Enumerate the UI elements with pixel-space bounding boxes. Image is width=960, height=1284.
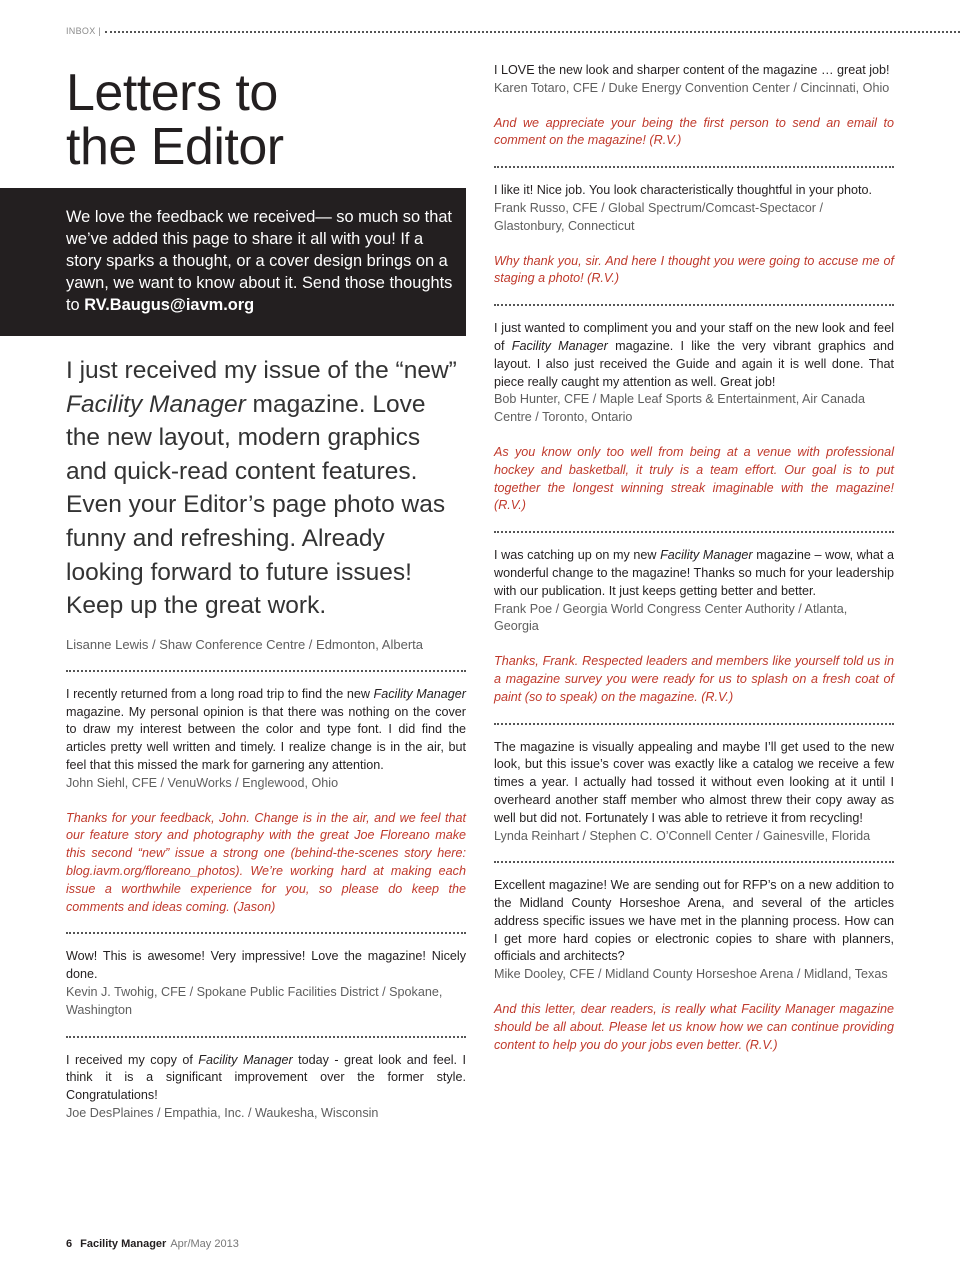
letter-item — [66, 686, 466, 917]
letter-body-b: magazine. I like the very vibrant graphics and layout. I also just received the Guide and again it is well done. That piece really caught my attention as well. Great job! — [494, 338, 894, 389]
section-header — [66, 24, 960, 38]
letter-body-a: I received my copy of — [66, 1052, 199, 1067]
letter-signature: Frank Poe / Georgia World Congress Center Authority / Atlanta, Georgia — [494, 601, 848, 634]
footer-issue-date: Apr/May 2013 — [170, 1238, 239, 1250]
letter-body-b: today - great look and feel. I think it is a significant improvement over the former style. Congratulations! — [66, 1052, 466, 1103]
letter-item — [66, 948, 466, 1019]
section-label: INBOX | — [66, 26, 101, 36]
right-column — [494, 62, 894, 1054]
letter-body-a: I recently returned from a long road trip to find the new — [66, 686, 374, 701]
featured-signature-block — [66, 636, 466, 654]
intro-text — [66, 206, 456, 316]
letter-item — [494, 547, 894, 706]
featured-quote-a: I just received my issue of the “new” — [66, 357, 457, 384]
letter-item — [494, 877, 894, 1054]
page-title-line-1: Letters to — [66, 64, 278, 122]
letter-signature: Karen Totaro, CFE / Duke Energy Convention Center / Cincinnati, Ohio — [494, 80, 890, 95]
page-title — [66, 66, 446, 174]
letter-signature: Bob Hunter, CFE / Maple Leaf Sports & Entertainment, Air Canada Centre / Toronto, Ontario — [494, 392, 866, 425]
featured-quote-mag: Facility Manager — [66, 390, 246, 418]
letter-body-a: I was catching up on my new — [494, 548, 661, 563]
dotted-divider — [494, 723, 894, 725]
editor-reply: And we appreciate your being the first person to send an email to comment on the magazine! (R.V.) — [494, 115, 894, 148]
dotted-divider — [494, 531, 894, 533]
dotted-divider — [494, 861, 894, 863]
letter-body: I LOVE the new look and sharper content of the magazine … great job! — [494, 63, 890, 77]
letter-body: Wow! This is awesome! Very impressive! Love the magazine! Nicely done. — [66, 949, 466, 982]
page-number: 6 — [66, 1238, 73, 1250]
editor-reply: Thanks, Frank. Respected leaders and members like yourself told us in a magazine survey you were ready for us to splash on a fresh coat of paint (so to speak) on the magazine. (R.V.) — [494, 654, 894, 704]
letter-body — [66, 686, 466, 775]
dotted-divider — [494, 166, 894, 168]
letter-signature: John Siehl, CFE / VenuWorks / Englewood, Ohio — [66, 775, 339, 790]
letter-body — [66, 1052, 466, 1105]
letter-signature: Mike Dooley, CFE / Midland County Horseshoe Arena / Midland, Texas — [494, 967, 888, 982]
footer-magazine-name: Facility Manager — [80, 1238, 167, 1250]
dotted-divider — [66, 932, 466, 934]
letter-item — [66, 1052, 466, 1123]
dotted-divider — [66, 670, 466, 672]
intro-box — [0, 188, 466, 336]
letter-item — [494, 62, 894, 150]
letter-signature: Kevin J. Twohig, CFE / Spokane Public Facilities District / Spokane, Washington — [66, 984, 443, 1017]
letter-body — [494, 547, 894, 600]
letter-signature: Frank Russo, CFE / Global Spectrum/Comcast-Spectacor / Glastonbury, Connecticut — [494, 200, 823, 233]
editor-reply: As you know only too well from being at a venue with professional hockey and basketball, it truly is a team effort. Our goal is to put together the longest winning streak imaginable with the magazine! (R.V.) — [494, 444, 894, 513]
letter-item — [494, 320, 894, 515]
intro-body: We love the feedback we received— so much so that we’ve added this page to share it all with you! If a story sparks a thought, or a cover design brings on a yawn, we want to know about it. Send those thoughts to — [66, 208, 453, 314]
header-dotted-rule — [105, 31, 960, 33]
letter-body-mag: Facility Manager — [198, 1052, 293, 1067]
letter-body-b: magazine. My personal opinion is that there was nothing on the cover to draw my interest between the color and type font. I did find the articles pretty well written and timely. I realize change is in the air, but feel that this missed the mark for garnering any attention. — [66, 704, 466, 772]
dotted-divider — [66, 1036, 466, 1038]
letter-item — [494, 182, 894, 288]
editor-reply: Thanks for your feedback, John. Change is in the air, and we feel that our feature story and photography with the great Joe Floreano make this second “new” issue a strong one (behind-the-scenes story here: blog.iavm.org/floreano_photos). We’re working hard at making each issue a worthwhile experience for you, so please do keep the comments and ideas coming. (Jason) — [66, 810, 466, 914]
letter-body: I like it! Nice job. You look characteristically thoughtful in your photo. — [494, 183, 873, 198]
letter-body-mag: Facility Manager — [511, 338, 608, 353]
featured-signature: Lisanne Lewis / Shaw Conference Centre / Edmonton, Alberta — [66, 637, 423, 652]
letter-body-mag: Facility Manager — [373, 686, 466, 701]
letter-body: The magazine is visually appealing and maybe I’ll get used to the new look, but this issue’s cover was exactly like a catalog we receive a few times a year. I actually had tossed it without even looking at it until I overheard another staff member who almost threw their copy away as well but did not. Fortunately I was able to retrieve it from recycling! — [494, 739, 894, 825]
featured-letter — [66, 354, 466, 623]
letter-body — [494, 320, 894, 391]
dotted-divider — [494, 304, 894, 306]
letter-item — [494, 739, 894, 846]
editor-reply: And this letter, dear readers, is really what Facility Manager magazine should be all about. Please let us know how we can continue providing content to help you do your jobs even better. (R.V.) — [494, 1002, 894, 1052]
featured-quote-b: magazine. Love the new layout, modern graphics and quick-read content features. Even your Editor’s page photo was funny and refreshing. Already looking forward to future issues! Keep up the great work. — [66, 390, 446, 620]
editor-reply: Why thank you, sir. And here I thought you were going to accuse me of staging a photo! (R.V.) — [494, 253, 894, 286]
page-footer — [66, 1238, 239, 1250]
letter-body: Excellent magazine! We are sending out for RFP’s on a new addition to the Midland County Horseshoe Arena, and several of the articles address specific issues we have met in the planning process. How can I get more hard copies or electronic copies to share with planners, officials and architects? — [494, 878, 894, 964]
letter-body-mag: Facility Manager — [660, 548, 753, 563]
letter-body-a: I just wanted to compliment you and your staff on the new look and feel of — [494, 321, 894, 353]
letter-body-b: magazine – wow, what a wonderful change to the magazine! Thanks so much for your leadership with our publication. It just keeps getting better and better. — [494, 548, 894, 598]
letter-signature: Joe DesPlaines / Empathia, Inc. / Waukesha, Wisconsin — [66, 1105, 379, 1120]
left-column — [66, 636, 466, 1123]
editor-email[interactable]: RV.Baugus@iavm.org — [84, 296, 255, 314]
letter-signature: Lynda Reinhart / Stephen C. O’Connell Center / Gainesville, Florida — [494, 828, 871, 843]
page-title-line-2: the Editor — [66, 118, 284, 176]
